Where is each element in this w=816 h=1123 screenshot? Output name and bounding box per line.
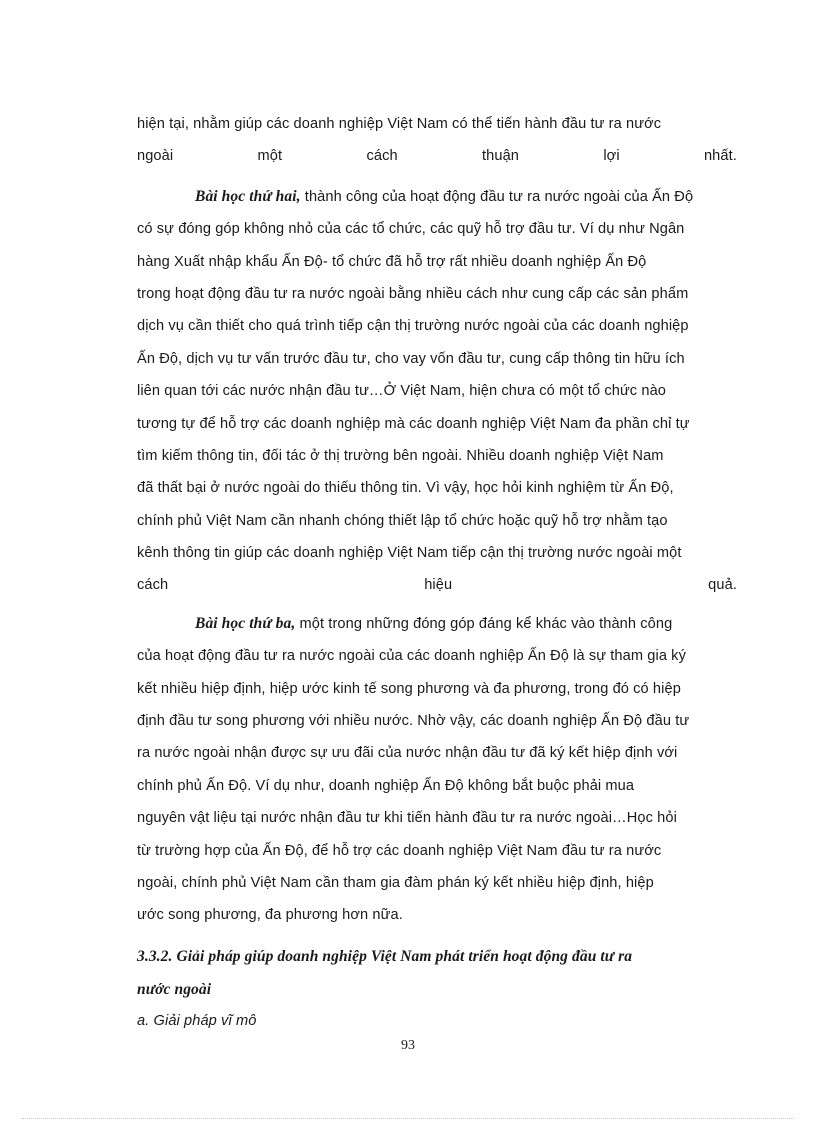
paragraph-first-line [137, 181, 737, 213]
word: thuận [481, 148, 520, 165]
paragraph-line [137, 440, 737, 472]
line-text: kết nhiều hiệp định, hiệp ước kinh tế song phương và đa phương, trong đó có hiệp [137, 680, 681, 697]
word: nhất. [703, 148, 737, 165]
paragraph-line [137, 505, 737, 537]
line-text: từ trường hợp của Ấn Độ, để hỗ trợ các doanh nghiệp Việt Nam đầu tư ra nước [137, 842, 662, 859]
paragraph-line [137, 472, 737, 504]
word: ngoài [137, 148, 174, 165]
paragraph-line [137, 737, 737, 769]
line-text: định đầu tư song phương với nhiều nước. Nhờ vậy, các doanh nghiệp Ấn Độ đầu tư [137, 713, 690, 730]
paragraph-line [137, 343, 737, 375]
word: quả. [708, 577, 737, 594]
word: lợi [603, 148, 620, 165]
word: một [257, 148, 283, 165]
line-text: của hoạt động đầu tư ra nước ngoài của các doanh nghiệp Ấn Độ là sự tham gia ký [137, 648, 686, 665]
section-heading-line-1: 3.3.2. Giải pháp giúp doanh nghiệp Việt Nam phát triển hoạt động đầu tư ra [137, 947, 633, 965]
line-text: hàng Xuất nhập khẩu Ấn Độ- tổ chức đã hỗ trợ rất nhiều doanh nghiệp Ấn Độ [137, 253, 647, 270]
line-text: đã thất bại ở nước ngoài do thiếu thông tin. Vì vậy, học hỏi kinh nghiệm từ Ấn Độ, [137, 480, 674, 497]
paragraph-line [137, 278, 737, 310]
paragraph-line [137, 246, 737, 278]
paragraph-line [137, 673, 737, 705]
line-text: ngoài, chính phủ Việt Nam cần tham gia đàm phán ký kết nhiều hiệp định, hiệp [137, 874, 654, 891]
paragraph-line [137, 108, 737, 140]
page-number: 93 [401, 1038, 415, 1053]
paragraph-line [137, 867, 737, 899]
line-text: chính phủ Việt Nam cần nhanh chóng thiết lập tổ chức hoặc quỹ hỗ trợ nhằm tạo [137, 512, 668, 529]
line-text: Ấn Độ, dịch vụ tư vấn trước đầu tư, cho vay vốn đầu tư, cung cấp thông tin hữu ích [137, 350, 685, 367]
lesson-three-lead: Bài học thứ ba, [195, 614, 296, 632]
paragraph-line [137, 835, 737, 867]
paragraph-first-line [137, 608, 737, 640]
line-text: trong hoạt động đầu tư ra nước ngoài bằng nhiều cách như cung cấp các sản phẩm [137, 285, 689, 302]
line-text: có sự đóng góp không nhỏ của các tổ chức, các quỹ hỗ trợ đầu tư. Ví dụ như Ngân [137, 221, 685, 238]
body-text [137, 108, 737, 1036]
section-heading-line-2: nước ngoài [137, 980, 212, 998]
paragraph-line-justified [137, 140, 737, 172]
paragraph-line [137, 213, 737, 245]
lesson-two-lead: Bài học thứ hai, [195, 187, 301, 205]
line-text: thành công của hoạt động đầu tư ra nước ngoài của Ấn Độ [300, 188, 694, 205]
paragraph-line [137, 802, 737, 834]
line-text: ra nước ngoài nhận được sự ưu đãi của nước nhận đầu tư đã ký kết hiệp định với [137, 745, 678, 762]
paragraph-line [137, 770, 737, 802]
subheading: a. Giải pháp vĩ mô [137, 1012, 257, 1029]
paragraph-line [137, 899, 737, 931]
line-text: hiện tại, nhằm giúp các doanh nghiệp Việt Nam có thể tiến hành đầu tư ra nước [137, 116, 662, 132]
line-text: tương tự để hỗ trợ các doanh nghiệp mà các doanh nghiệp Việt Nam đa phần chỉ tự [137, 415, 690, 432]
word: cách [366, 148, 398, 165]
line-text: nguyên vật liệu tại nước nhận đầu tư khi tiến hành đầu tư ra nước ngoài…Học hỏi [137, 810, 677, 827]
line-text: chính phủ Ấn Độ. Ví dụ như, doanh nghiệp Ấn Độ không bắt buộc phải mua [137, 777, 635, 794]
paragraph-line-justified [137, 569, 737, 601]
line-text: tìm kiếm thông tin, đối tác ở thị trường bên ngoài. Nhiều doanh nghiệp Việt Nam [137, 447, 664, 464]
line-text: một trong những đóng góp đáng kể khác vào thành công [295, 615, 673, 632]
paragraph-line [137, 408, 737, 440]
paragraph-line [137, 537, 737, 569]
word: hiệu [424, 577, 453, 594]
paragraph-line [137, 705, 737, 737]
paragraph-line [137, 310, 737, 342]
word: cách [137, 577, 169, 594]
page-bottom-divider [22, 1118, 794, 1119]
line-text: liên quan tới các nước nhận đầu tư…Ở Việt Nam, hiện chưa có một tổ chức nào [137, 383, 667, 400]
line-text: dịch vụ cần thiết cho quá trình tiếp cận thị trường nước ngoài của các doanh nghiệp [137, 318, 689, 335]
paragraph-line [137, 640, 737, 672]
line-text: ước song phương, đa phương hơn nữa. [137, 907, 403, 924]
paragraph-line [137, 375, 737, 407]
line-text: kênh thông tin giúp các doanh nghiệp Việt Nam tiếp cận thị trường nước ngoài một [137, 545, 682, 562]
